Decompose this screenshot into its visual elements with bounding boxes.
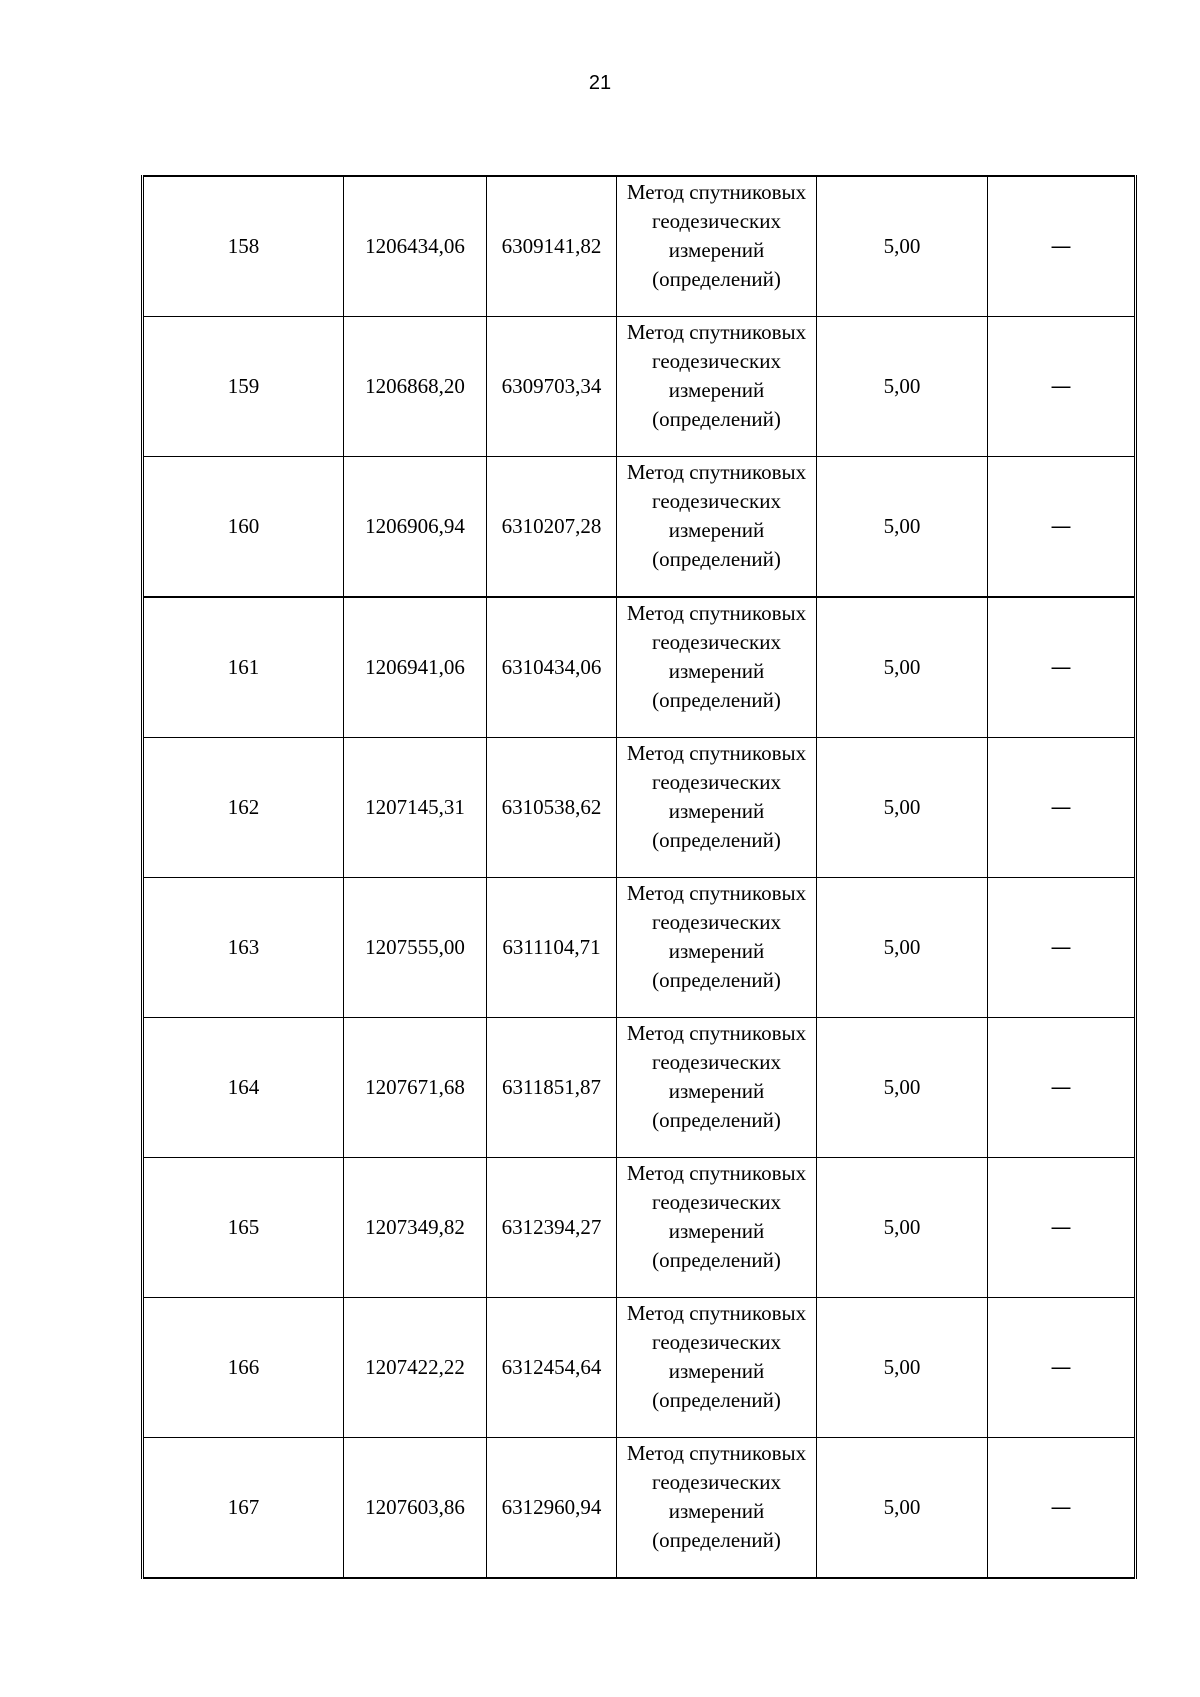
method-cell xyxy=(617,457,817,598)
note-cell: — xyxy=(988,317,1136,457)
table-row xyxy=(143,457,1136,598)
coordinates-table xyxy=(141,175,1137,1579)
method-text: Метод спутниковых геодезических измерений (определений) xyxy=(626,1441,807,1552)
accuracy-cell: 5,00 xyxy=(817,457,988,598)
point-number-cell: 160 xyxy=(143,457,344,598)
method-cell xyxy=(617,317,817,457)
point-number-cell: 163 xyxy=(143,878,344,1018)
y-coordinate-cell: 6309141,82 xyxy=(487,176,617,317)
x-coordinate-cell: 1206941,06 xyxy=(344,597,487,738)
x-coordinate-cell: 1206906,94 xyxy=(344,457,487,598)
x-coordinate-cell: 1206868,20 xyxy=(344,317,487,457)
y-coordinate-cell: 6312454,64 xyxy=(487,1298,617,1438)
coordinates-table-container xyxy=(141,175,1134,1579)
table-row xyxy=(143,317,1136,457)
note-cell: — xyxy=(988,1298,1136,1438)
method-cell xyxy=(617,738,817,878)
x-coordinate-cell: 1207145,31 xyxy=(344,738,487,878)
y-coordinate-cell: 6311104,71 xyxy=(487,878,617,1018)
method-text: Метод спутниковых геодезических измерений (определений) xyxy=(626,881,807,992)
accuracy-cell: 5,00 xyxy=(817,176,988,317)
x-coordinate-cell: 1207555,00 xyxy=(344,878,487,1018)
method-text: Метод спутниковых геодезических измерений (определений) xyxy=(626,1161,807,1272)
accuracy-cell: 5,00 xyxy=(817,1298,988,1438)
y-coordinate-cell: 6310538,62 xyxy=(487,738,617,878)
method-cell xyxy=(617,878,817,1018)
method-text: Метод спутниковых геодезических измерений (определений) xyxy=(626,1021,807,1132)
point-number-cell: 165 xyxy=(143,1158,344,1298)
point-number-cell: 164 xyxy=(143,1018,344,1158)
note-cell: — xyxy=(988,1438,1136,1579)
table-row xyxy=(143,1438,1136,1579)
y-coordinate-cell: 6309703,34 xyxy=(487,317,617,457)
table-row xyxy=(143,1298,1136,1438)
table-row xyxy=(143,1158,1136,1298)
table-row xyxy=(143,878,1136,1018)
point-number-cell: 158 xyxy=(143,176,344,317)
x-coordinate-cell: 1207349,82 xyxy=(344,1158,487,1298)
point-number-cell: 162 xyxy=(143,738,344,878)
method-text: Метод спутниковых геодезических измерений (определений) xyxy=(626,1301,807,1412)
accuracy-cell: 5,00 xyxy=(817,1438,988,1579)
table-row xyxy=(143,738,1136,878)
point-number-cell: 161 xyxy=(143,597,344,738)
method-text: Метод спутниковых геодезических измерений (определений) xyxy=(626,601,807,712)
note-cell: — xyxy=(988,457,1136,598)
x-coordinate-cell: 1206434,06 xyxy=(344,176,487,317)
method-text: Метод спутниковых геодезических измерений (определений) xyxy=(626,460,807,571)
method-text: Метод спутниковых геодезических измерений (определений) xyxy=(626,320,807,431)
method-cell xyxy=(617,1438,817,1579)
accuracy-cell: 5,00 xyxy=(817,738,988,878)
table-row xyxy=(143,1018,1136,1158)
accuracy-cell: 5,00 xyxy=(817,1158,988,1298)
method-cell xyxy=(617,597,817,738)
method-text: Метод спутниковых геодезических измерений (определений) xyxy=(626,741,807,852)
accuracy-cell: 5,00 xyxy=(817,1018,988,1158)
accuracy-cell: 5,00 xyxy=(817,597,988,738)
method-cell xyxy=(617,1018,817,1158)
note-cell: — xyxy=(988,1018,1136,1158)
y-coordinate-cell: 6310434,06 xyxy=(487,597,617,738)
note-cell: — xyxy=(988,878,1136,1018)
method-cell xyxy=(617,1298,817,1438)
note-cell: — xyxy=(988,176,1136,317)
point-number-cell: 159 xyxy=(143,317,344,457)
method-cell xyxy=(617,1158,817,1298)
point-number-cell: 167 xyxy=(143,1438,344,1579)
accuracy-cell: 5,00 xyxy=(817,878,988,1018)
note-cell: — xyxy=(988,1158,1136,1298)
y-coordinate-cell: 6312394,27 xyxy=(487,1158,617,1298)
method-text: Метод спутниковых геодезических измерений (определений) xyxy=(626,180,807,291)
note-cell: — xyxy=(988,597,1136,738)
note-cell: — xyxy=(988,738,1136,878)
y-coordinate-cell: 6312960,94 xyxy=(487,1438,617,1579)
table-row xyxy=(143,176,1136,317)
accuracy-cell: 5,00 xyxy=(817,317,988,457)
y-coordinate-cell: 6311851,87 xyxy=(487,1018,617,1158)
page-number: 21 xyxy=(588,72,612,94)
point-number-cell: 166 xyxy=(143,1298,344,1438)
method-cell xyxy=(617,176,817,317)
y-coordinate-cell: 6310207,28 xyxy=(487,457,617,598)
x-coordinate-cell: 1207422,22 xyxy=(344,1298,487,1438)
x-coordinate-cell: 1207671,68 xyxy=(344,1018,487,1158)
x-coordinate-cell: 1207603,86 xyxy=(344,1438,487,1579)
table-row xyxy=(143,597,1136,738)
